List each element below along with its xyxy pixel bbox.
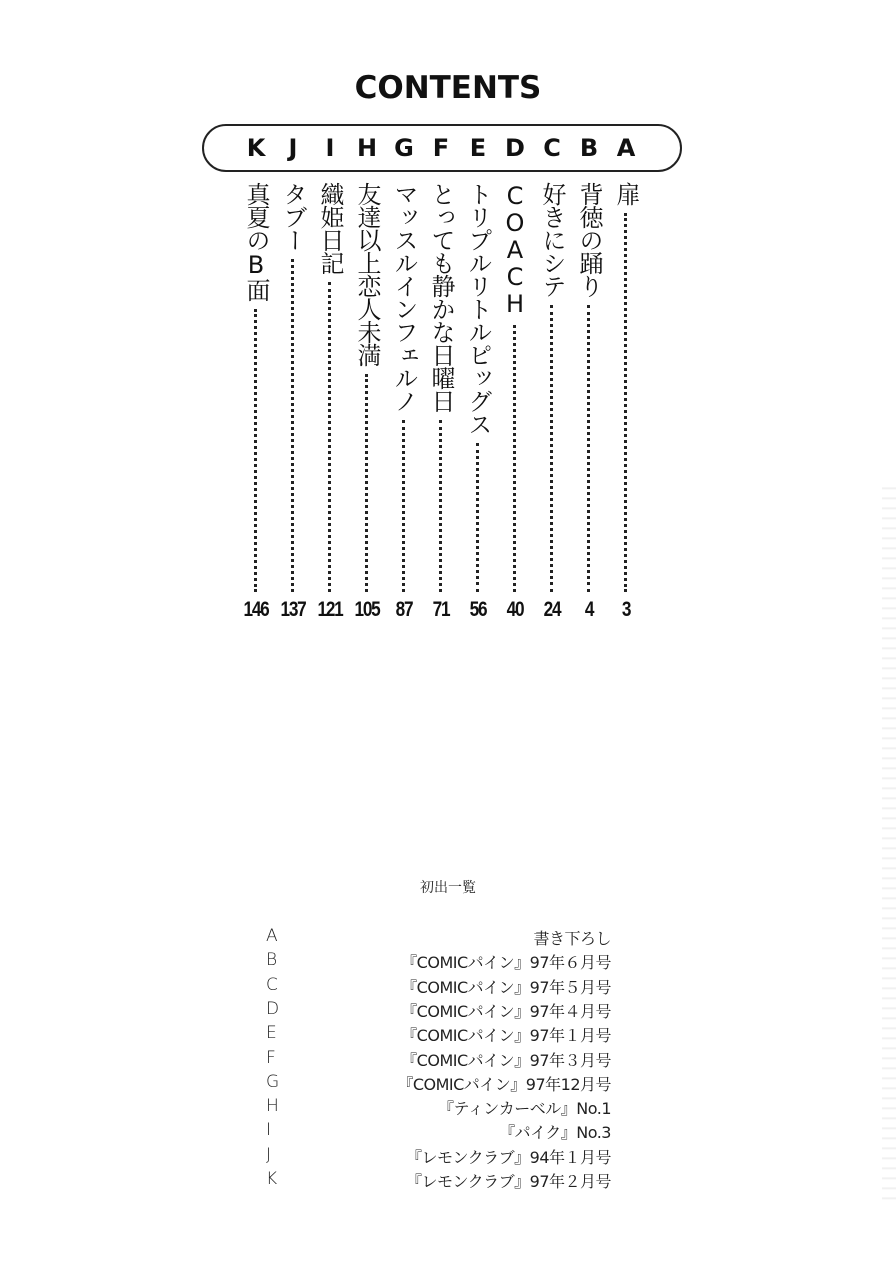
- source-publication: 『COMICパイン』97年１月号: [401, 1026, 611, 1046]
- toc-entry-d: [500, 182, 530, 592]
- source-row-h: [266, 1096, 611, 1120]
- chapter-letter-e: E: [469, 134, 487, 162]
- source-row-c: [266, 975, 611, 999]
- toc-dot-leader: [291, 259, 294, 592]
- toc-dot-leader: [439, 420, 442, 592]
- chapter-letter-k: K: [246, 134, 266, 162]
- source-letter: K: [266, 1169, 278, 1189]
- toc-entry-title: 背徳の踊り: [575, 182, 603, 297]
- toc-entry-title: 好きにシテ: [538, 182, 566, 297]
- source-publication: 書き下ろし: [533, 929, 611, 948]
- source-letter: J: [266, 1144, 272, 1165]
- toc-dot-leader: [513, 325, 516, 592]
- toc-entry-h: [352, 182, 382, 592]
- toc-entry-page-number: 121: [317, 598, 343, 621]
- toc-entry-title: 友達以上恋人未満: [353, 182, 381, 366]
- toc-entry-title: 扉: [612, 182, 640, 205]
- toc-entry-page-number: 137: [280, 598, 306, 621]
- toc-entry-title: 織姫日記: [316, 182, 344, 274]
- source-row-e: [266, 1023, 611, 1047]
- source-letter: A: [266, 926, 278, 946]
- toc-dot-leader: [328, 282, 331, 592]
- toc-entry-page-number: 105: [354, 598, 380, 621]
- source-publication: 『ティンカーベル』No.1: [438, 1099, 611, 1119]
- source-row-f: [266, 1048, 611, 1072]
- source-publication: 『COMICパイン』97年６月号: [401, 953, 611, 973]
- toc-entry-b: [574, 182, 604, 592]
- toc-entry-page-number: 40: [506, 598, 524, 621]
- toc-entry-page-number: 56: [469, 598, 487, 621]
- chapter-letter-f: F: [432, 134, 450, 162]
- source-publication: 『COMICパイン』97年４月号: [401, 1001, 611, 1021]
- chapter-letter-d: D: [505, 134, 525, 162]
- toc-dot-leader: [402, 420, 405, 592]
- toc-entry-page-number: 3: [621, 598, 631, 621]
- source-row-j: [266, 1145, 611, 1169]
- source-publication: 『COMICパイン』97年５月号: [401, 977, 611, 997]
- source-row-g: [266, 1072, 611, 1096]
- source-publication: 『COMICパイン』97年３月号: [401, 1050, 611, 1070]
- source-publication: 『レモンクラブ』94年１月号: [405, 1147, 611, 1167]
- source-row-a: [266, 926, 611, 950]
- page-edge-texture: [882, 480, 896, 1200]
- toc-dot-leader: [254, 309, 257, 592]
- toc-entry-title: トリプルリトルピッグス: [464, 182, 492, 435]
- source-letter: H: [266, 1096, 279, 1117]
- toc-entry-j: [278, 182, 308, 592]
- toc-dot-leader: [476, 443, 479, 592]
- toc-entry-f: [426, 182, 456, 592]
- toc-entry-title: とっても静かな日曜日: [427, 182, 455, 412]
- source-publication: 『レモンクラブ』97年２月号: [405, 1172, 611, 1191]
- toc-entry-g: [389, 182, 419, 592]
- toc-dot-leader: [587, 305, 590, 592]
- chapter-letter-a: A: [616, 134, 636, 162]
- source-row-k: [266, 1169, 611, 1193]
- chapter-letter-i: I: [325, 134, 335, 162]
- toc-entry-page-number: 146: [243, 598, 269, 621]
- source-letter: F: [266, 1047, 276, 1068]
- source-letter: C: [266, 974, 278, 995]
- chapter-letter-b: B: [579, 134, 599, 162]
- chapter-letter-g: G: [394, 134, 414, 162]
- chapter-letter-j: J: [288, 134, 298, 162]
- toc-entry-title: 真夏のB面: [242, 182, 270, 301]
- source-row-i: [266, 1120, 611, 1144]
- toc-entry-page-number: 87: [395, 598, 413, 621]
- source-publication: 『パイク』No.3: [499, 1123, 611, 1143]
- source-letter: B: [266, 950, 278, 971]
- toc-entry-title: マッスルインフェルノ: [390, 182, 418, 412]
- toc-entry-k: [241, 182, 271, 592]
- toc-dot-leader: [550, 305, 553, 592]
- toc-dot-leader: [365, 374, 368, 592]
- toc-entry-page-number: 71: [432, 598, 450, 621]
- source-row-d: [266, 999, 611, 1023]
- toc-entry-c: [537, 182, 567, 592]
- source-letter: I: [266, 1120, 272, 1141]
- page-title: CONTENTS: [354, 70, 542, 106]
- sources-heading: 初出一覧: [420, 880, 476, 896]
- toc-entry-title: COACH: [501, 182, 529, 317]
- source-letter: E: [266, 1023, 277, 1044]
- source-publication: 『COMICパイン』97年12月号: [397, 1074, 611, 1094]
- chapter-letter-c: C: [543, 134, 561, 162]
- toc-dot-leader: [624, 213, 627, 592]
- toc-entry-a: [611, 182, 641, 592]
- source-row-b: [266, 950, 611, 974]
- toc-entry-title: タブー: [279, 182, 307, 251]
- toc-entry-e: [463, 182, 493, 592]
- source-letter: D: [266, 998, 280, 1019]
- toc-entry-page-number: 4: [584, 598, 594, 621]
- toc-entry-i: [315, 182, 345, 592]
- chapter-letter-h: H: [356, 134, 378, 162]
- toc-entry-page-number: 24: [543, 598, 561, 621]
- source-letter: G: [266, 1071, 280, 1092]
